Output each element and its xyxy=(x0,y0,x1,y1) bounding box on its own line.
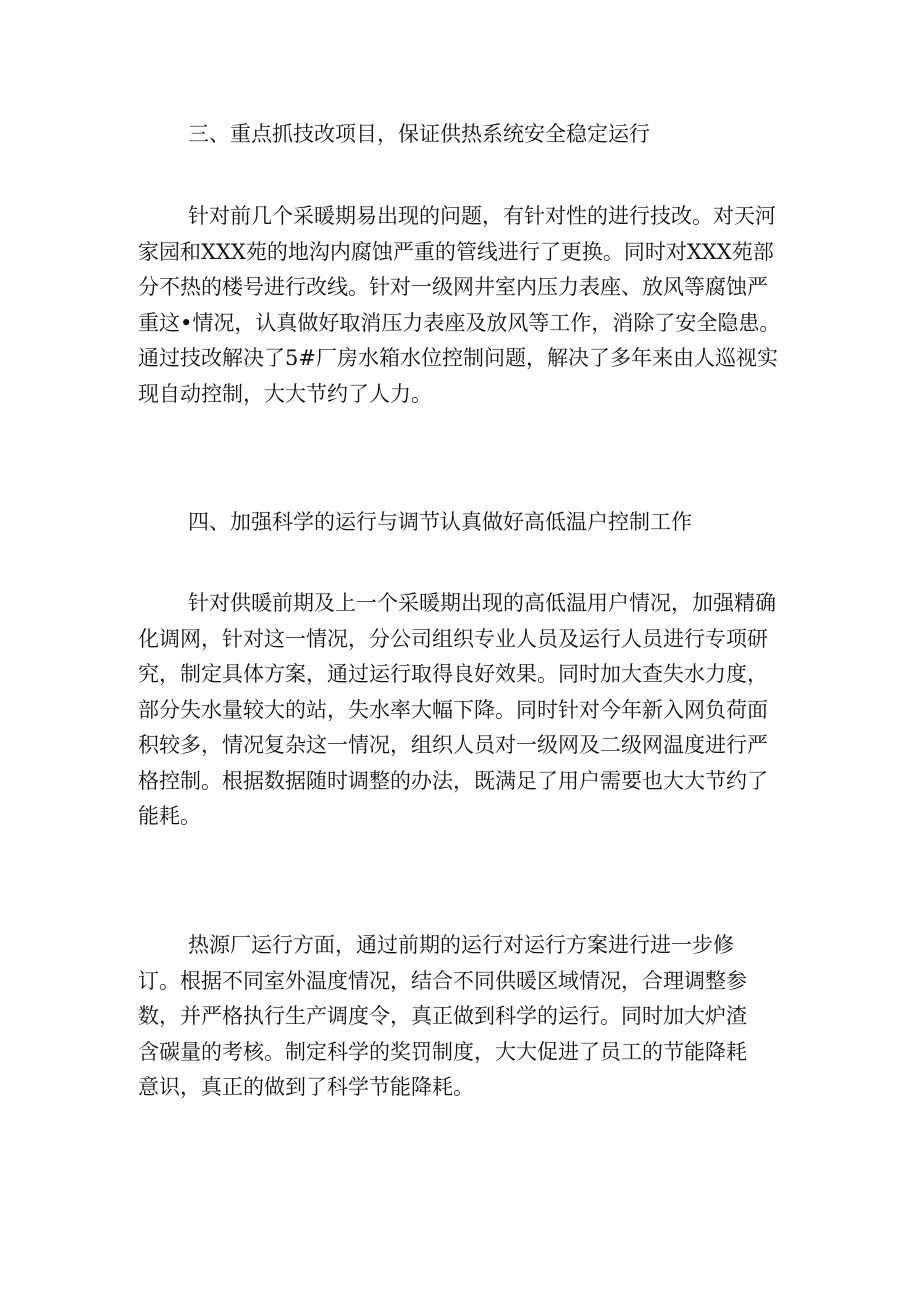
paragraph-line: 热源厂运行方面，通过前期的运行对运行方案进行进一步修 xyxy=(188,933,734,957)
paragraph-line: 通过技改解决了5#厂房水箱水位控制问题，解决了多年来由人巡视实 xyxy=(138,346,778,370)
paragraph-line: 究，制定具体方案，通过运行取得良好效果。同时加大查失水力度， xyxy=(138,662,768,686)
paragraph-line: 重这•情况，认真做好取消压力表座及放风等工作，消除了安全隐患。 xyxy=(138,310,781,335)
paragraph-line: 部分失水量较大的站，失水率大幅下降。同时针对今年新入网负荷面 xyxy=(138,697,768,722)
paragraph-line: 针对前几个采暖期易出现的问题，有针对性的进行技改。对天河 xyxy=(188,204,776,228)
section-heading-3: 三、重点抓技改项目，保证供热系统安全稳定运行 xyxy=(188,122,650,146)
paragraph-line: 现自动控制，大大节约了人力。 xyxy=(138,381,432,406)
paragraph-line: 积较多，情况复杂这一情况，组织人员对一级网及二级网温度进行严 xyxy=(138,733,768,757)
section-heading-4: 四、加强科学的运行与调节认真做好高低温户控制工作 xyxy=(188,510,692,534)
paragraph-line: 能耗。 xyxy=(138,804,201,828)
paragraph-line: 格控制。根据数据随时调整的办法，既满足了用户需要也大大节约了 xyxy=(138,768,768,793)
paragraph-line: 化调网，针对这一情况，分公司组织专业人员及运行人员进行专项研 xyxy=(138,626,768,651)
paragraph-line: 订。根据不同室外温度情况，结合不同供暖区域情况，合理调整参 xyxy=(138,968,747,993)
paragraph-line: 数，并严格执行生产调度令，真正做到科学的运行。同时加大炉渣 xyxy=(138,1004,747,1028)
paragraph-temperature-control xyxy=(138,586,798,835)
paragraph-line: 分不热的楼号进行改线。针对一级网井室内压力表座、放风等腐蚀严 xyxy=(138,275,768,299)
paragraph-line: 意识，真正的做到了科学节能降耗。 xyxy=(138,1075,474,1099)
paragraph-line: 针对供暖前期及上一个采暖期出现的高低温用户情况，加强精确 xyxy=(188,591,776,615)
paragraph-line: 家园和XXX苑的地沟内腐蚀严重的管线进行了更换。同时对XXX苑部 xyxy=(138,239,774,264)
paragraph-tech-renovation xyxy=(138,199,798,412)
paragraph-line: 含碳量的考核。制定科学的奖罚制度，大大促进了员工的节能降耗 xyxy=(138,1039,747,1064)
paragraph-heat-source-plant xyxy=(138,928,798,1106)
